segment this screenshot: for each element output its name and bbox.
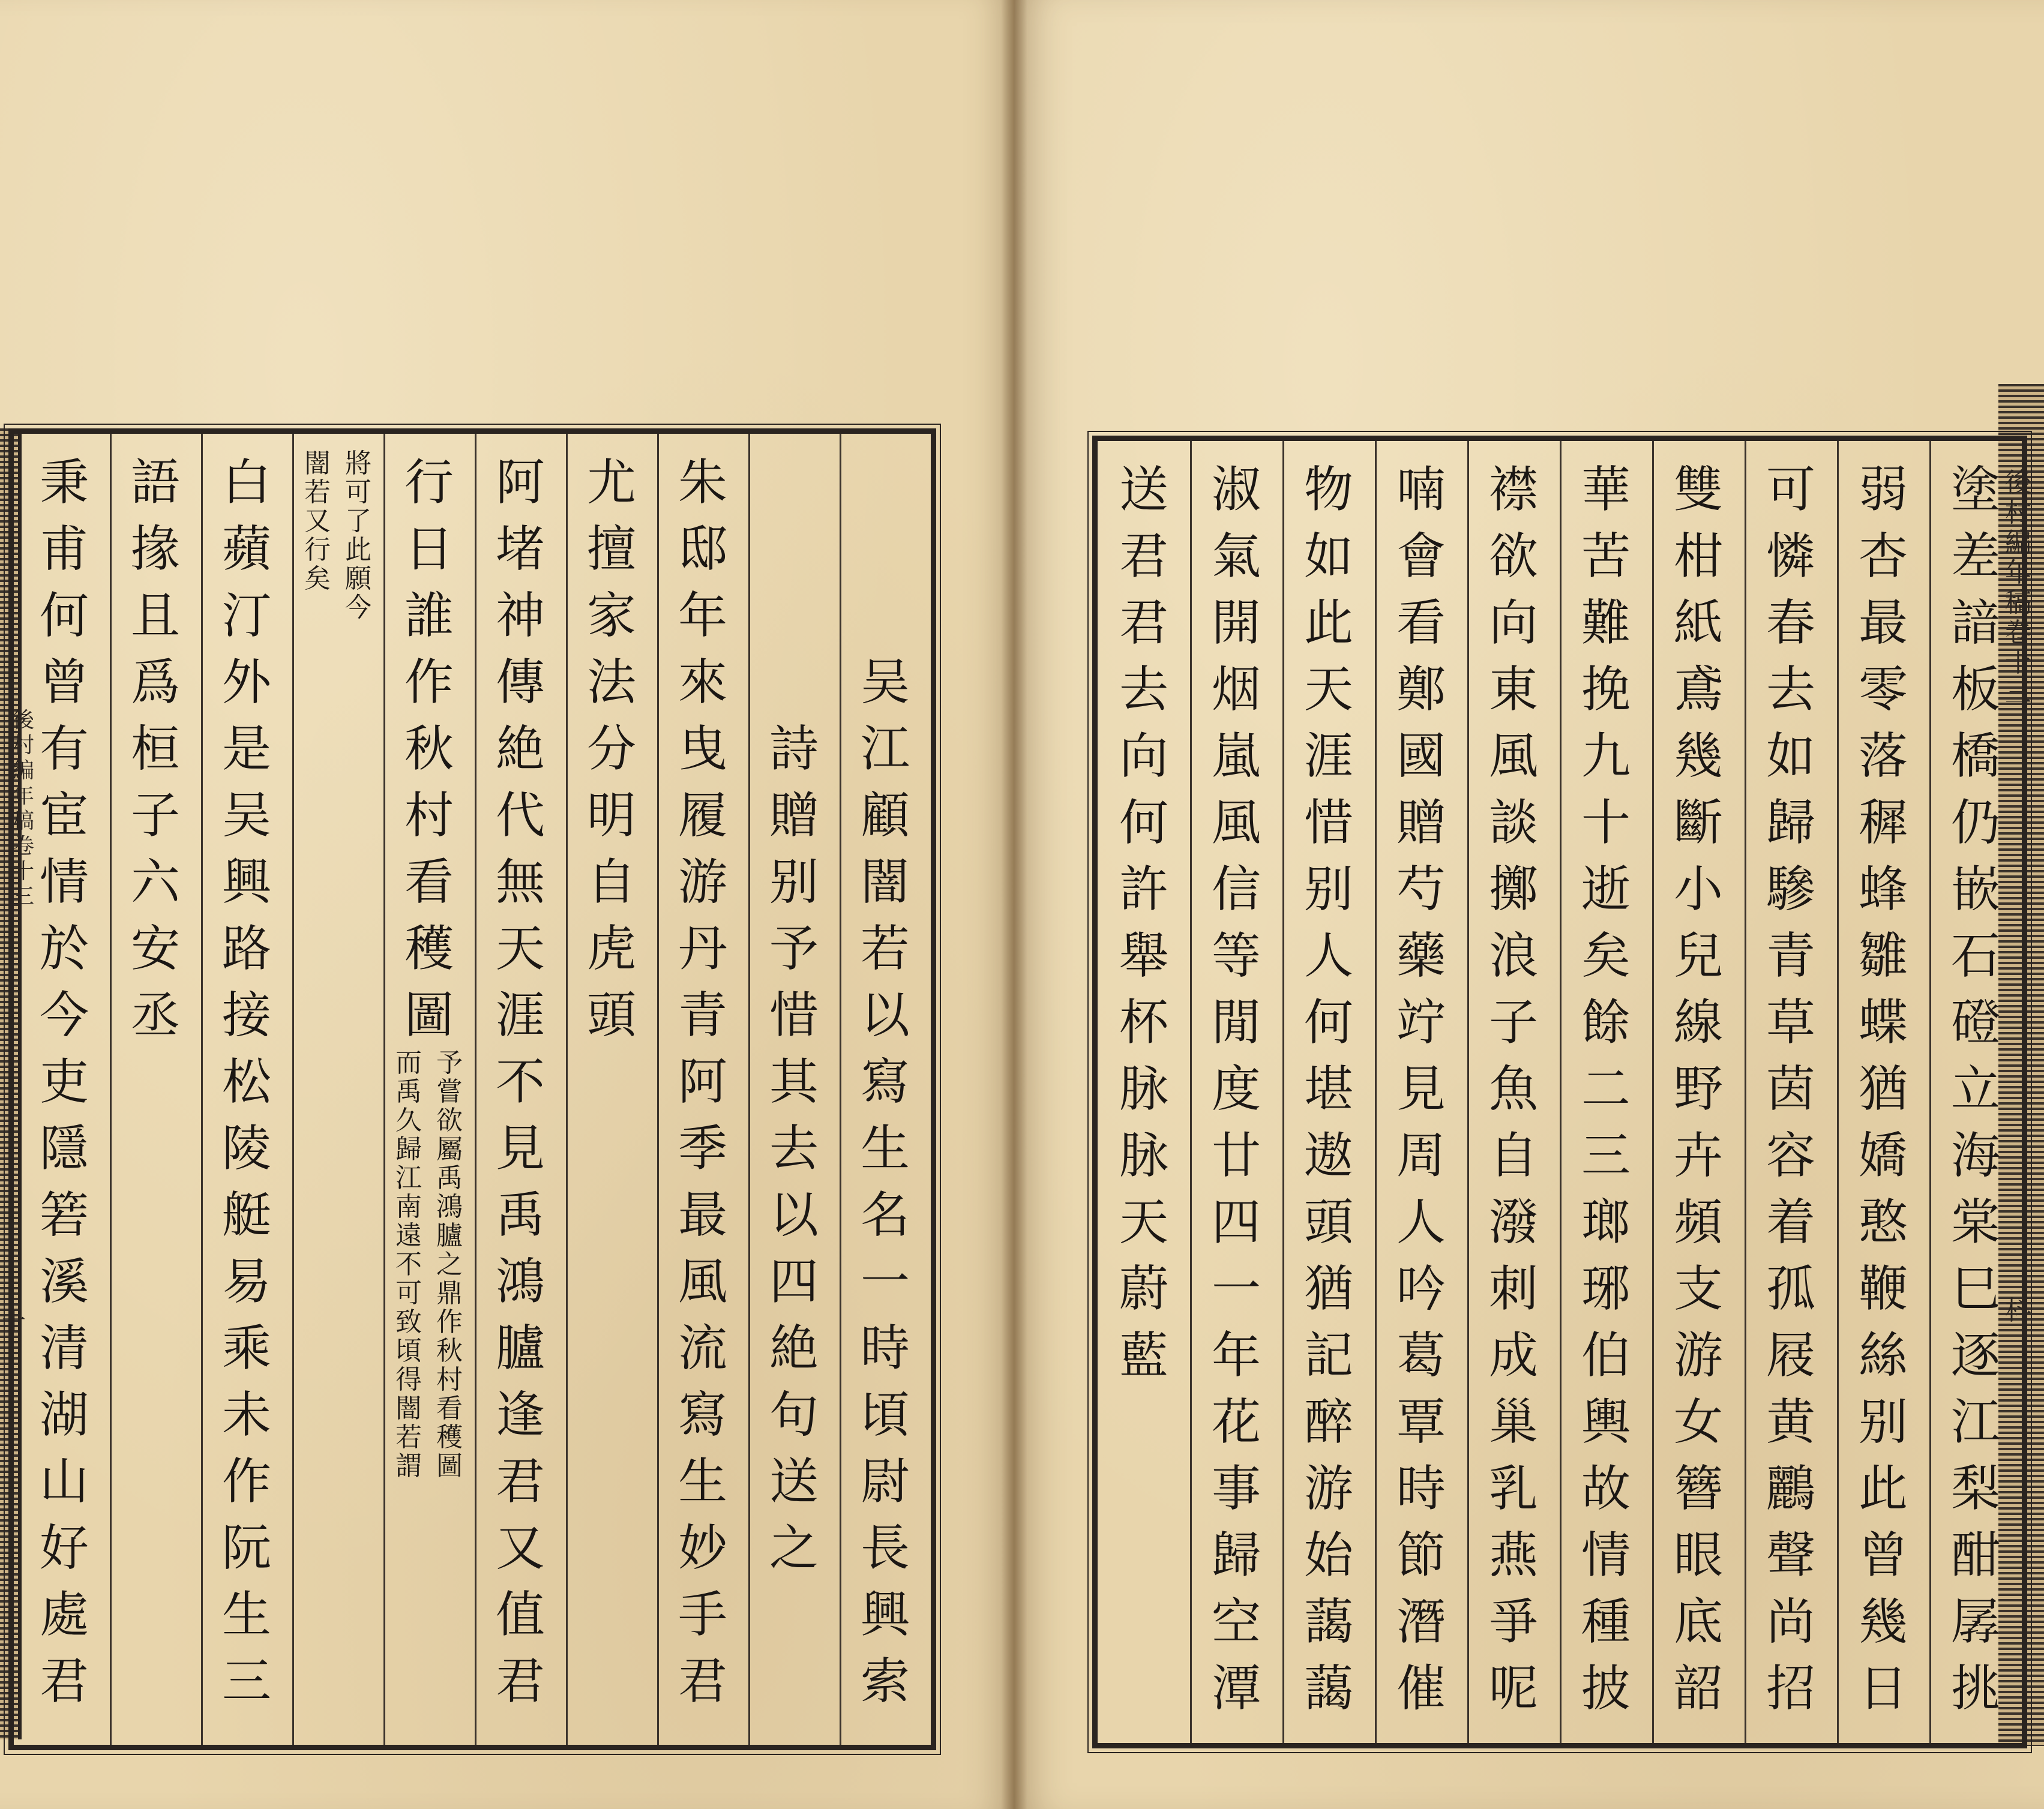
right-column-rule xyxy=(1929,441,1931,1743)
main-text-line: 喃 會 看 鄭 國 贈 芍 藥 竚 見 周 人 吟 葛 覃 時 節 潛 催 xyxy=(1396,461,1446,1717)
left-text-frame xyxy=(8,428,936,1750)
left-column-rule xyxy=(292,434,294,1745)
right-text-column xyxy=(1290,457,1368,1722)
main-text-line: 尤 擅 家 法 分 明 自 虎 頭 xyxy=(586,454,636,1044)
right-column-rule xyxy=(1282,441,1284,1743)
left-text-column xyxy=(755,449,833,1582)
right-column-rule xyxy=(1375,441,1377,1743)
left-column-rule xyxy=(748,434,750,1745)
main-text-line: 阿 堵 神 傳 絶 代 無 天 涯 不 見 禹 鴻 臚 逢 君 又 值 君 xyxy=(495,454,545,1710)
right-text-column xyxy=(1105,457,1183,1389)
main-text-line: 塗 差 諳 板 橋 仍 嵌 石 磴 立 海 棠 巳 逐 江 梨 酣 孱 挑 xyxy=(1950,461,2000,1717)
left-text-column xyxy=(846,449,924,1715)
book-gutter xyxy=(1001,0,1027,1809)
annotation-line: 闇 若 又 行 矣 xyxy=(304,448,331,594)
main-text-line: 朱 邸 年 來 曳 履 游 丹 青 阿 季 最 風 流 寫 生 妙 手 君 xyxy=(678,454,727,1710)
right-text-column xyxy=(1752,457,1830,1722)
right-text-column xyxy=(1844,457,1922,1722)
left-edge-title: 後 村 編 年 稿 卷 十 三 xyxy=(12,708,34,909)
annotation-line: 而 禹 久 歸 江 南 遠 不 可 致 頃 得 闇 若 謂 xyxy=(395,1048,422,1481)
right-folio: 枓 xyxy=(2005,1295,2031,1326)
right-edge-title: 後 村 編 年 稿 卷 十 三 xyxy=(2005,467,2031,708)
left-column-rule xyxy=(201,434,203,1745)
main-text-line: 秉 甫 何 曾 有 宦 情 於 今 吏 隱 箬 溪 清 湖 山 好 處 君 xyxy=(39,454,89,1710)
main-text-line: 白 蘋 汀 外 是 吴 興 路 接 松 陵 艇 易 乘 未 作 阮 生 三 xyxy=(221,454,271,1710)
right-column-rule xyxy=(1467,441,1469,1743)
main-text-line: 詩 贈 别 予 惜 其 去 以 四 絶 句 送 之 xyxy=(769,721,819,1577)
left-text-column xyxy=(116,449,194,1049)
main-text-line: 可 憐 春 去 如 歸 驂 青 草 茵 容 着 孤 屐 黄 鸝 聲 尚 招 xyxy=(1766,461,1815,1717)
main-text-line: 華 苦 難 挽 九 十 逝 矣 餘 二 三 瑯 琊 伯 輿 故 情 種 披 xyxy=(1581,461,1631,1717)
right-column-rule xyxy=(1190,441,1192,1743)
left-column-rule xyxy=(657,434,659,1745)
right-column-rule xyxy=(1837,441,1839,1743)
right-column-rule xyxy=(1652,441,1654,1743)
main-text-line: 物 如 此 天 涯 惜 别 人 何 堪 遨 頭 猶 記 醉 游 始 藹 藹 xyxy=(1303,461,1353,1717)
main-text-line: 淑 氣 開 烟 嵐 風 信 等 閒 度 廿 四 一 年 花 事 歸 空 潭 xyxy=(1211,461,1261,1717)
right-text-column xyxy=(1382,457,1460,1722)
right-text-column xyxy=(1474,457,1553,1722)
left-text-column xyxy=(208,449,286,1715)
left-text-column xyxy=(573,449,651,1049)
right-text-column xyxy=(1567,457,1645,1722)
main-text-line: 吴 江 顧 闇 若 以 寫 生 名 一 時 頃 尉 長 興 索 xyxy=(860,654,910,1710)
left-text-column xyxy=(664,449,742,1715)
annotation-line: 將 可 了 此 願 今 xyxy=(345,448,371,623)
left-column-rule xyxy=(840,434,841,1745)
right-text-column xyxy=(1659,457,1737,1722)
main-text-line: 襟 欲 向 東 風 談 擲 浪 子 魚 自 潑 刺 成 巢 乳 燕 爭 呢 xyxy=(1488,461,1538,1717)
right-column-rule xyxy=(1560,441,1562,1743)
main-text-line: 弱 杏 最 零 落 穉 蜂 雛 蝶 猶 嬌 憨 鞭 絲 别 此 曾 幾 日 xyxy=(1858,461,1908,1717)
annotation-line: 予 嘗 欲 屬 禹 鴻 臚 之 鼎 作 秋 村 看 穫 圖 xyxy=(436,1048,463,1481)
left-text-column xyxy=(25,449,103,1715)
main-text-line: 語 掾 且 爲 桓 子 六 安 丞 xyxy=(130,454,180,1044)
left-column-rule xyxy=(383,434,385,1745)
left-column-rule xyxy=(110,434,112,1745)
left-column-rule xyxy=(566,434,568,1745)
left-column-rule xyxy=(475,434,476,1745)
main-text-line: 送 君 君 去 向 何 許 舉 杯 脉 脉 天 蔚 藍 xyxy=(1119,461,1168,1384)
main-text-line: 行 日 誰 作 秋 村 看 穫 圖 xyxy=(404,454,454,1044)
left-folio: 十 xyxy=(2,1308,26,1336)
right-text-frame xyxy=(1092,436,2027,1748)
right-column-rule xyxy=(1745,441,1746,1743)
main-text-line: 雙 柑 紙 鳶 幾 斷 小 兒 線 野 卉 頻 支 游 女 簪 眼 底 韶 xyxy=(1673,461,1723,1717)
right-text-column xyxy=(1197,457,1275,1722)
left-text-column xyxy=(481,449,559,1715)
left-text-column xyxy=(390,449,468,1481)
